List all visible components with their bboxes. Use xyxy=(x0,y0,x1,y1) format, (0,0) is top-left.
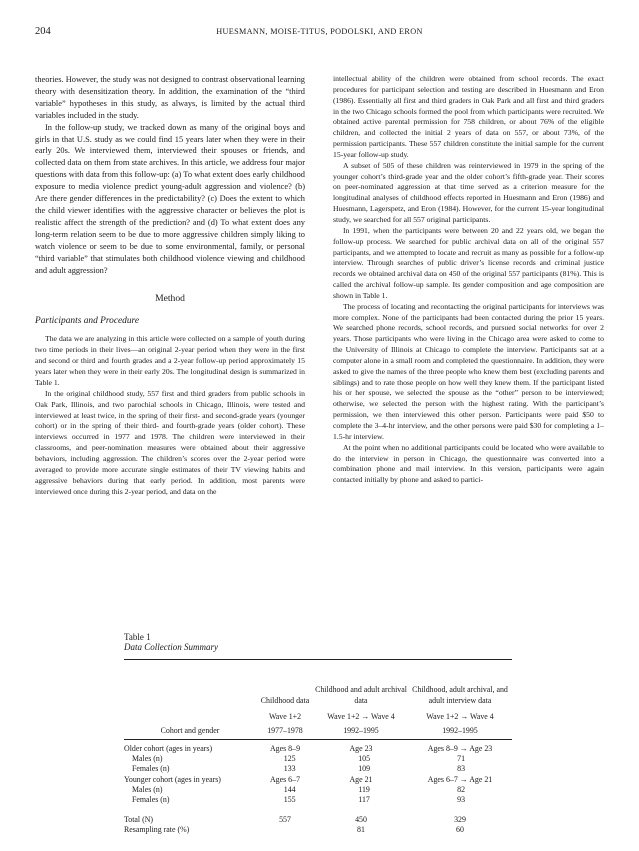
table-cell: 109 xyxy=(358,764,371,774)
table-cell: 133 xyxy=(283,764,296,774)
table-cell: Age 21 xyxy=(349,774,373,784)
table-cell: Age 23 xyxy=(349,744,373,753)
paragraph: The process of locating and recontacting the original participants for interviews was more complex. None of the participants had been contacted during the prior 15 years. We searched phone records, school records, and pursued social networks for over 2 years. Those participants who were living in the Chicago area were asked to come to the University of Illinois at Chicago to complete the interview. Participants sat at a computer alone in a small room and completed the questionnaire. In addition, they were asked to give the names of the three people who knew them best (excluding parents and siblings) and to rate those people on how well they knew them. If the participant listed his or her spouse, we selected the spouse as the “other” person to be interviewed; otherwise, we selected the person with the highest rating. With the participant’s permission, we then interviewed this other person. Participants were paid $50 to complete the 3–4-hr interview, and the other persons were paid $30 for completing a 1–1.5-hr interview. xyxy=(333,301,604,441)
table-cell: 71 xyxy=(457,754,466,764)
column-header: Childhood and adult archival data xyxy=(315,685,407,705)
table-cell: 93 xyxy=(457,795,466,805)
column-header: Childhood, adult archival, and adult interview data xyxy=(412,685,508,705)
table-row xyxy=(124,775,512,785)
year-cell: 1992–1995 xyxy=(442,726,478,735)
table-column-headers xyxy=(124,673,512,706)
paragraph: The data we are analyzing in this article were collected on a sample of youth during two time periods in their lives—an original 2-year period when they were in the first and second or third and fourth grades and a 2-year follow-up period approximately 15 years later when they were in their early 20s. The longitudinal design is summarized in Table 1. xyxy=(35,334,305,387)
table-cell: 144 xyxy=(283,784,296,794)
table-caption: Data Collection Summary xyxy=(124,642,218,652)
table-top-rule xyxy=(124,659,512,660)
stub-header: Cohort and gender xyxy=(160,726,220,735)
table-cell: 105 xyxy=(358,754,371,764)
table-row xyxy=(124,764,512,774)
table-grid xyxy=(124,673,512,736)
table-cell: 450 xyxy=(355,815,367,825)
table-cell: 81 xyxy=(357,825,365,835)
paragraph: A subset of 505 of these children was reinterviewed in 1979 in the spring of the younger cohort’s third-grade year and the older cohort’s fifth-grade year. Their scores on peer-nominated aggression at that time served as a criterion measure for the longitudinal analyses of childhood effects reported in Huesmann and Eron (1986) and Huesmann, Lagerspetz, and Eron (1984). However, for the current 15-year longitudinal study, we searched for all 557 original participants. xyxy=(333,160,604,224)
left-column xyxy=(35,74,305,498)
table-cell: Ages 6–7 → Age 21 xyxy=(427,774,493,784)
year-cell: 1992–1995 xyxy=(343,726,379,735)
row-label: Females (n) xyxy=(132,764,170,774)
row-label: Total (N) xyxy=(124,815,154,825)
table-cell: 329 xyxy=(454,815,466,825)
paragraph: At the point when no additional participants could be located who were available to do the interview in person in Chicago, the questionnaire was converted into a combination phone and mail interview. In this version, participants were again contacted initially by phone and asked to partici- xyxy=(333,442,604,485)
row-label: Females (n) xyxy=(132,795,170,805)
table-row xyxy=(124,785,512,795)
table-label: Table 1 xyxy=(124,632,151,642)
paragraph: In 1991, when the participants were between 20 and 22 years old, we began the follow-up process. We searched for public archival data on all of the original 557 participants, and we attempted to locate and recruit as many as possible for a follow-up interview. Through searches of public driver’s license records and criminal justice records we obtained archival data on 450 of the original 557 participants (81%). This is called the archival follow-up sample. Its gender composition and age composition are shown in Table 1. xyxy=(333,225,604,300)
table-year-row xyxy=(124,722,512,736)
table-row xyxy=(124,795,512,805)
section-heading: Method xyxy=(155,293,185,305)
row-label: Older cohort (ages in years) xyxy=(124,744,213,753)
subsection-heading: Participants and Procedure xyxy=(35,316,139,327)
row-label: Males (n) xyxy=(132,754,163,764)
table-row xyxy=(124,825,512,835)
table-wave-row xyxy=(124,706,512,722)
row-label: Younger cohort (ages in years) xyxy=(124,774,221,784)
column-header: Childhood data xyxy=(260,696,310,705)
table-cell: 155 xyxy=(283,795,296,805)
table-cell: 83 xyxy=(457,764,466,774)
running-head: HUESMANN, MOISE-TITUS, PODOLSKI, AND ERON xyxy=(216,27,423,36)
table-row xyxy=(124,815,512,825)
table-cell: 117 xyxy=(358,795,370,805)
row-label: Males (n) xyxy=(132,784,163,794)
table-cell xyxy=(256,825,314,835)
paragraph: intellectual ability of the children were obtained from school records. The exact procedures for participant selection and testing are described in Huesmann and Eron (1986). Essentially all first and third graders in Oak Park and all first and third graders in the two Chicago schools formed the pool from which participants were recruited. We obtained active parental permission for 758 children, or about 76% of the eligible children, and collected the initial 2 years of data on 557, or about 73%, of the permission participants. These 557 children constitute the initial sample for the current 15-year follow-up study. xyxy=(333,74,604,159)
wave-cell: Wave 1+2 → Wave 4 xyxy=(426,712,494,721)
paragraph: In the original childhood study, 557 first and third graders from public schools in Oak Park, Illinois, and two parochial schools in Chicago, Illinois, were tested and interviewed at least twice, in the spring of their first- and second-grade years (younger cohort) or in the spring of their third- and fourth-grade years (older cohort). These interviews occurred in 1977 and 1978. The children were interviewed in their classrooms, and peer-nomination measures were obtained about their aggressive behaviors, including aggression. The children’s scores over the 2-year period were averaged to provide more accurate single estimates of their TV viewing habits and aggressive behaviors during that early period. In addition, most parents were interviewed once during this 2-year period, and data on the xyxy=(35,388,305,496)
table-cell: Ages 8–9 → Age 23 xyxy=(427,744,493,753)
table-row xyxy=(124,744,512,754)
wave-cell: Wave 1+2 → Wave 4 xyxy=(327,712,395,721)
table-cell: 82 xyxy=(457,784,466,794)
wave-cell: Wave 1+2 xyxy=(268,712,302,721)
table-row xyxy=(124,754,512,764)
paragraph: theories. However, the study was not designed to contrast observational learning theory with desensitization theory. In addition, the examination of the “third variable” hypotheses in this study, as always, is limited by the actual third variables included in the study. xyxy=(35,75,305,120)
table-cell: 119 xyxy=(358,784,370,794)
table-cell: 125 xyxy=(283,754,296,764)
table-cell: Ages 8–9 xyxy=(269,744,301,753)
right-column xyxy=(333,74,604,486)
table-cell: 557 xyxy=(279,815,291,825)
table-cell: 60 xyxy=(456,825,464,835)
paragraph: In the follow-up study, we tracked down as many of the original boys and girls in that U.S. study as we could find 15 years later when they were in their early 20s. We interviewed them, interviewed their spouses or friends, and collected data on them from state archives. In this article, we address four major questions with data from this follow-up: (a) To what extent does early childhood exposure to media violence predict young-adult aggression and violence? (b) Are there gender differences in the predictability? (c) Does the extent to which the child viewer identifies with the aggressive character or believes the plot is realistic affect the strength of the prediction? and (d) To what extent does any long-term relation seem to be due to more aggressive children simply liking to watch violence or seem to be due to some environmental, family, or personal “third variable” that stimulates both childhood violence viewing and childhood and adult aggression? xyxy=(35,122,305,275)
page-number: 204 xyxy=(35,26,51,37)
table-body xyxy=(124,740,512,836)
data-table xyxy=(124,632,512,836)
row-label: Resampling rate (%) xyxy=(124,825,190,835)
year-cell: 1977–1978 xyxy=(267,726,303,735)
table-cell: Ages 6–7 xyxy=(269,774,301,784)
